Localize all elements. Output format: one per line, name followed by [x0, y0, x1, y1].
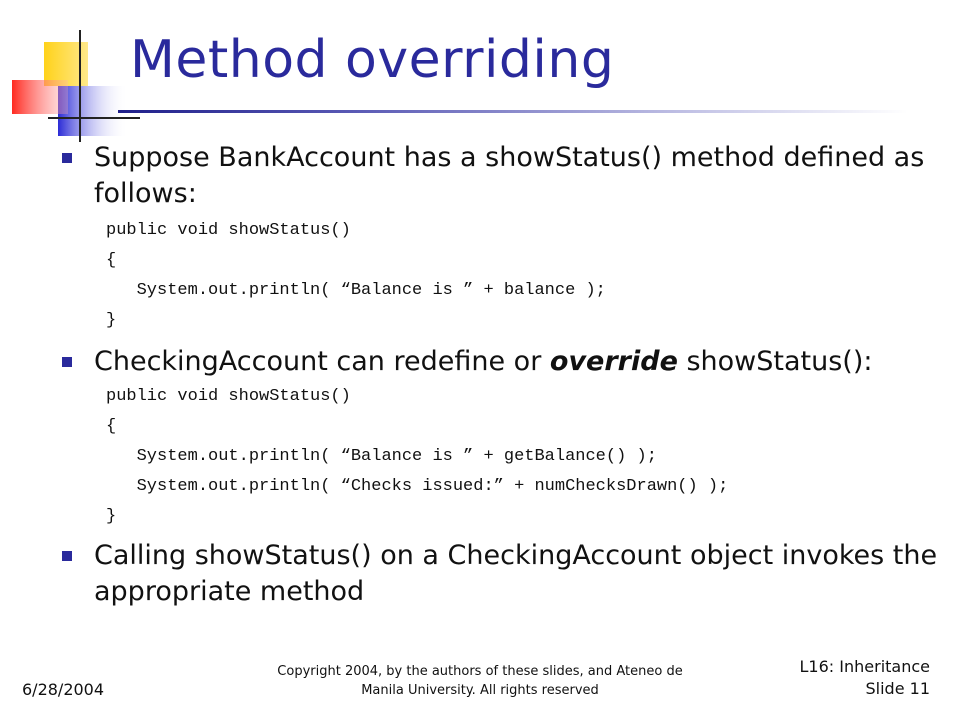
footer-copyright: [240, 662, 720, 700]
bullet-square-icon: [62, 357, 72, 367]
code-line: System.out.println( “Balance is ” + balance );: [106, 281, 606, 300]
copyright-line-2: Manila University. All rights reserved: [361, 683, 599, 698]
bullet-1-text: Suppose BankAccount has a showStatus() method defined as follows:: [94, 142, 925, 209]
bullet-3: [62, 538, 942, 610]
slide-title: Method overriding: [130, 30, 615, 90]
bullet-2-text-after: showStatus():: [677, 346, 873, 377]
slide-number: Slide 11: [865, 679, 930, 698]
bullet-3-text: Calling showStatus() on a CheckingAccount object invokes the appropriate method: [94, 540, 938, 607]
code-line: System.out.println( “Balance is ” + getBalance() );: [106, 447, 657, 466]
slide-logo-decoration: [0, 30, 140, 150]
code-line: {: [106, 251, 117, 270]
slide-content: [62, 140, 942, 610]
copyright-line-1: Copyright 2004, by the authors of these slides, and Ateneo de: [277, 664, 683, 679]
footer-date: 6/28/2004: [22, 680, 105, 699]
code-line: }: [106, 507, 117, 526]
code-line: System.out.println( “Checks issued:” + numChecksDrawn() );: [106, 477, 729, 496]
bullet-square-icon: [62, 153, 72, 163]
code-line: }: [106, 311, 117, 330]
code-line: public void showStatus(): [106, 221, 351, 240]
bullet-square-icon: [62, 551, 72, 561]
code-line: public void showStatus(): [106, 387, 351, 406]
bullet-1: [62, 140, 942, 212]
footer-course-info: [800, 656, 930, 700]
title-underline: [118, 110, 908, 113]
course-title: L16: Inheritance: [799, 657, 930, 676]
bullet-2-text-before: CheckingAccount can redefine or: [94, 346, 550, 377]
bullet-2: [62, 344, 942, 380]
code-line: {: [106, 417, 117, 436]
bullet-2-emphasis: override: [549, 346, 678, 377]
